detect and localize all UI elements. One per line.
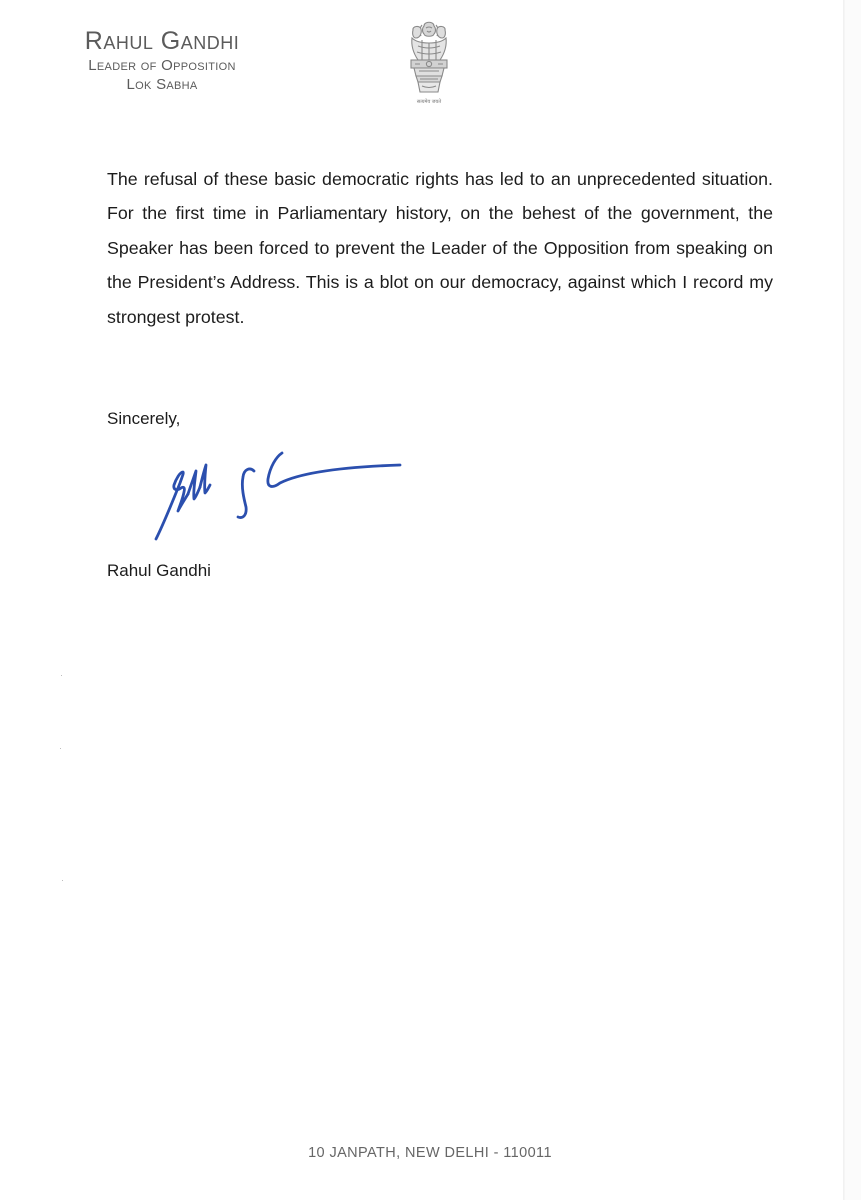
handwritten-signature xyxy=(150,445,410,545)
scan-speck xyxy=(60,748,61,749)
scan-speck xyxy=(62,880,63,881)
signatory-name: Rahul Gandhi xyxy=(107,561,211,580)
page-edge-shadow xyxy=(845,0,861,1200)
lion-capital-icon xyxy=(398,16,460,98)
national-emblem-icon xyxy=(398,16,460,108)
letterhead-title: Leader of Opposition xyxy=(88,57,236,74)
letterhead-house: Lok Sabha xyxy=(126,76,198,93)
scan-speck xyxy=(61,675,62,676)
footer-address: 10 JANPATH, NEW DELHI - 110011 xyxy=(308,1145,552,1161)
letter-body: The refusal of these basic democratic rights has led to an unprecedented situation. For the first time in Parliamentary history, on the behest of the government, the Speaker has been forced to prevent the Leader of the Opposition from speaking on the President’s Address. This is a blot on our democracy, against which I record my strongest protest. xyxy=(107,169,773,327)
letterhead xyxy=(62,26,262,94)
letter-closing: Sincerely, xyxy=(107,409,181,428)
letterhead-name: Rahul Gandhi xyxy=(84,27,240,55)
emblem-motto: सत्यमेव जयते xyxy=(416,99,442,105)
